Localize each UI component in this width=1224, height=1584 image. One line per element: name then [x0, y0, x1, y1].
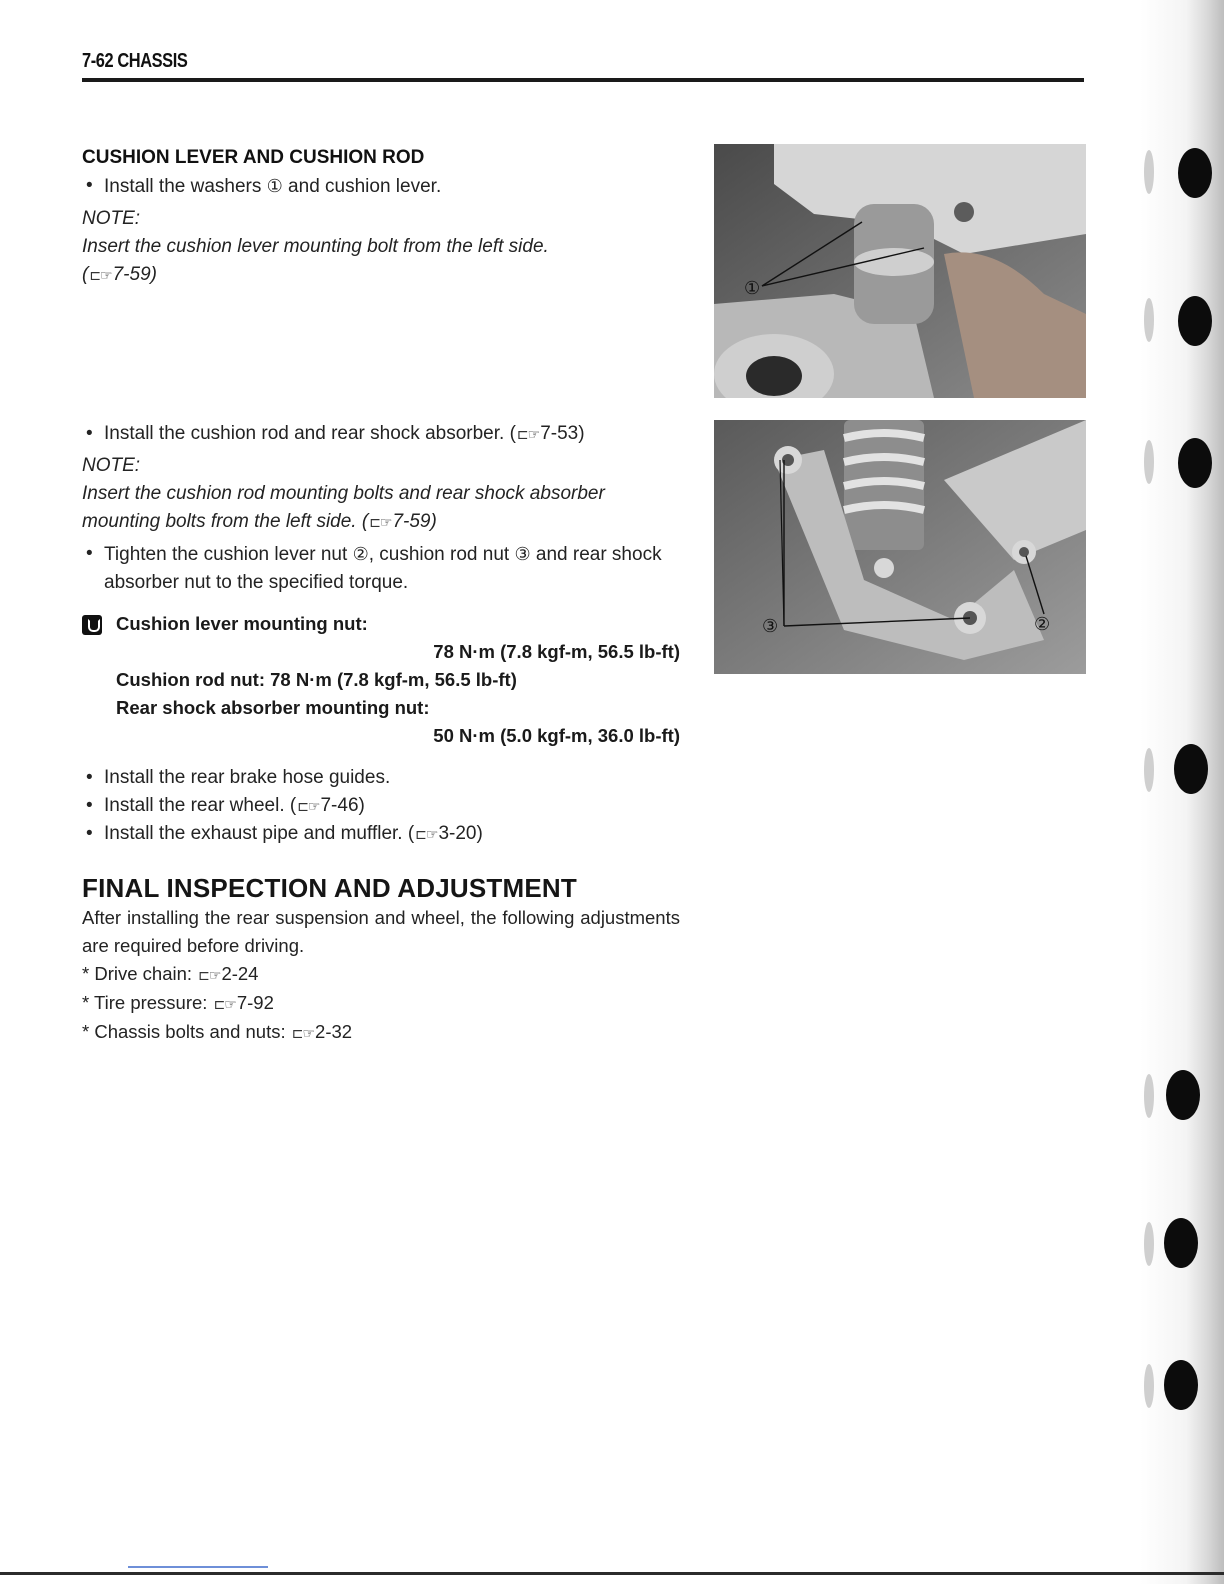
reference-arrow-icon: ⊏☞ [516, 426, 540, 442]
bullet-text: and rear shock absorber nut to the specified torque. [104, 544, 662, 593]
section-cushion-rod [82, 420, 680, 597]
page-header [82, 48, 1084, 82]
reference-arrow-icon: ⊏☞ [369, 514, 392, 530]
bullet-text: Install the cushion rod and rear shock absorber. ( [104, 423, 516, 444]
cushion-rod-photo [714, 420, 1086, 674]
list-item [82, 540, 680, 597]
torque-label: Rear shock absorber mounting nut: [116, 697, 430, 718]
list-item [82, 420, 680, 448]
callout-label: ③ [762, 616, 779, 636]
page-reference: 2-32 [315, 1021, 353, 1042]
bullet-text: Install the exhaust pipe and muffler. ( [104, 823, 415, 844]
bullet-text: ) [476, 823, 483, 844]
binder-edge [1140, 0, 1224, 1584]
list-item: • Install the rear brake hose guides. [82, 764, 680, 792]
reference-arrow-icon: ⊏☞ [198, 967, 221, 983]
page-reference: 7-46 [320, 795, 359, 816]
reference-arrow-icon: ⊏☞ [213, 996, 236, 1012]
callout-label: ② [1034, 614, 1051, 634]
reference-arrow-icon: ⊏☞ [415, 826, 438, 842]
note-body: Insert the cushion lever mounting bolt from the left side. [82, 236, 549, 257]
bullet-text: Tighten the cushion lever nut [104, 544, 353, 565]
page-reference: 3-20 [438, 823, 477, 844]
page-reference: 7-59 [392, 511, 431, 532]
bullet-text: and cushion lever. [282, 176, 442, 197]
torque-wrench-icon [82, 615, 102, 635]
note-body: Insert the cushion rod mounting bolts and rear shock absorber mounting bolts from the left side. ( [82, 483, 605, 532]
bullet-text: , cushion rod nut [368, 544, 515, 565]
reference-arrow-icon: ⊏☞ [297, 798, 320, 814]
page-reference: 7-59 [112, 264, 151, 285]
callout-number: ② [352, 544, 369, 564]
page-reference: 2-24 [221, 963, 259, 984]
cushion-lever-photo [714, 144, 1086, 398]
callout-label: ① [744, 278, 761, 298]
item-label: * Tire pressure: [82, 992, 213, 1013]
note-text [82, 480, 680, 536]
bullet-text: Install the washers [104, 176, 267, 197]
section-reinstall [82, 764, 680, 848]
final-inspection-heading: FINAL INSPECTION AND ADJUSTMENT [82, 873, 577, 903]
final-inspection-body [82, 904, 680, 1047]
item-label: * Drive chain: [82, 963, 198, 984]
page-reference: 7-53 [540, 423, 579, 444]
list-item [82, 989, 680, 1018]
item-label: * Chassis bolts and nuts: [82, 1021, 291, 1042]
reference-arrow-icon: ⊏☞ [89, 267, 112, 283]
torque-label: Cushion rod nut: 78 N·m (7.8 kgf-m, 56.5 lb-ft) [116, 669, 517, 690]
scan-artifact [128, 1566, 268, 1568]
list-item [82, 1018, 680, 1047]
torque-value: 50 N·m (5.0 kgf-m, 36.0 lb-ft) [433, 725, 680, 746]
torque-label: Cushion lever mounting nut: [116, 613, 368, 634]
note-text: Insert the cushion lever mounting bolt from the left side. (⊏☞7-59) [82, 233, 680, 289]
bullet-text: ) [358, 795, 365, 816]
bullet-text: ) [578, 423, 585, 444]
page-reference: 7-92 [236, 992, 274, 1013]
section-heading: CUSHION LEVER AND CUSHION ROD [82, 147, 425, 168]
final-paragraph: After installing the rear suspension and wheel, the following adjustments are required before driving. [82, 907, 680, 956]
bullet-text: Install the rear wheel. ( [104, 795, 297, 816]
header-title: 7-62 CHASSIS [82, 50, 188, 72]
callout-number: ① [266, 176, 283, 196]
callout-number: ③ [514, 544, 531, 564]
section-cushion-lever [82, 144, 680, 289]
torque-specification [82, 610, 680, 750]
note-label: NOTE: [82, 208, 141, 229]
reference-arrow-icon: ⊏☞ [291, 1025, 315, 1041]
page-bottom-rule [0, 1572, 1224, 1575]
list-item [82, 792, 680, 820]
list-item [82, 820, 680, 848]
list-item [82, 960, 680, 989]
note-label: NOTE: [82, 455, 141, 476]
torque-value: 78 N·m (7.8 kgf-m, 56.5 lb-ft) [433, 641, 680, 662]
note-body: ) [430, 511, 437, 532]
list-item [82, 172, 680, 201]
